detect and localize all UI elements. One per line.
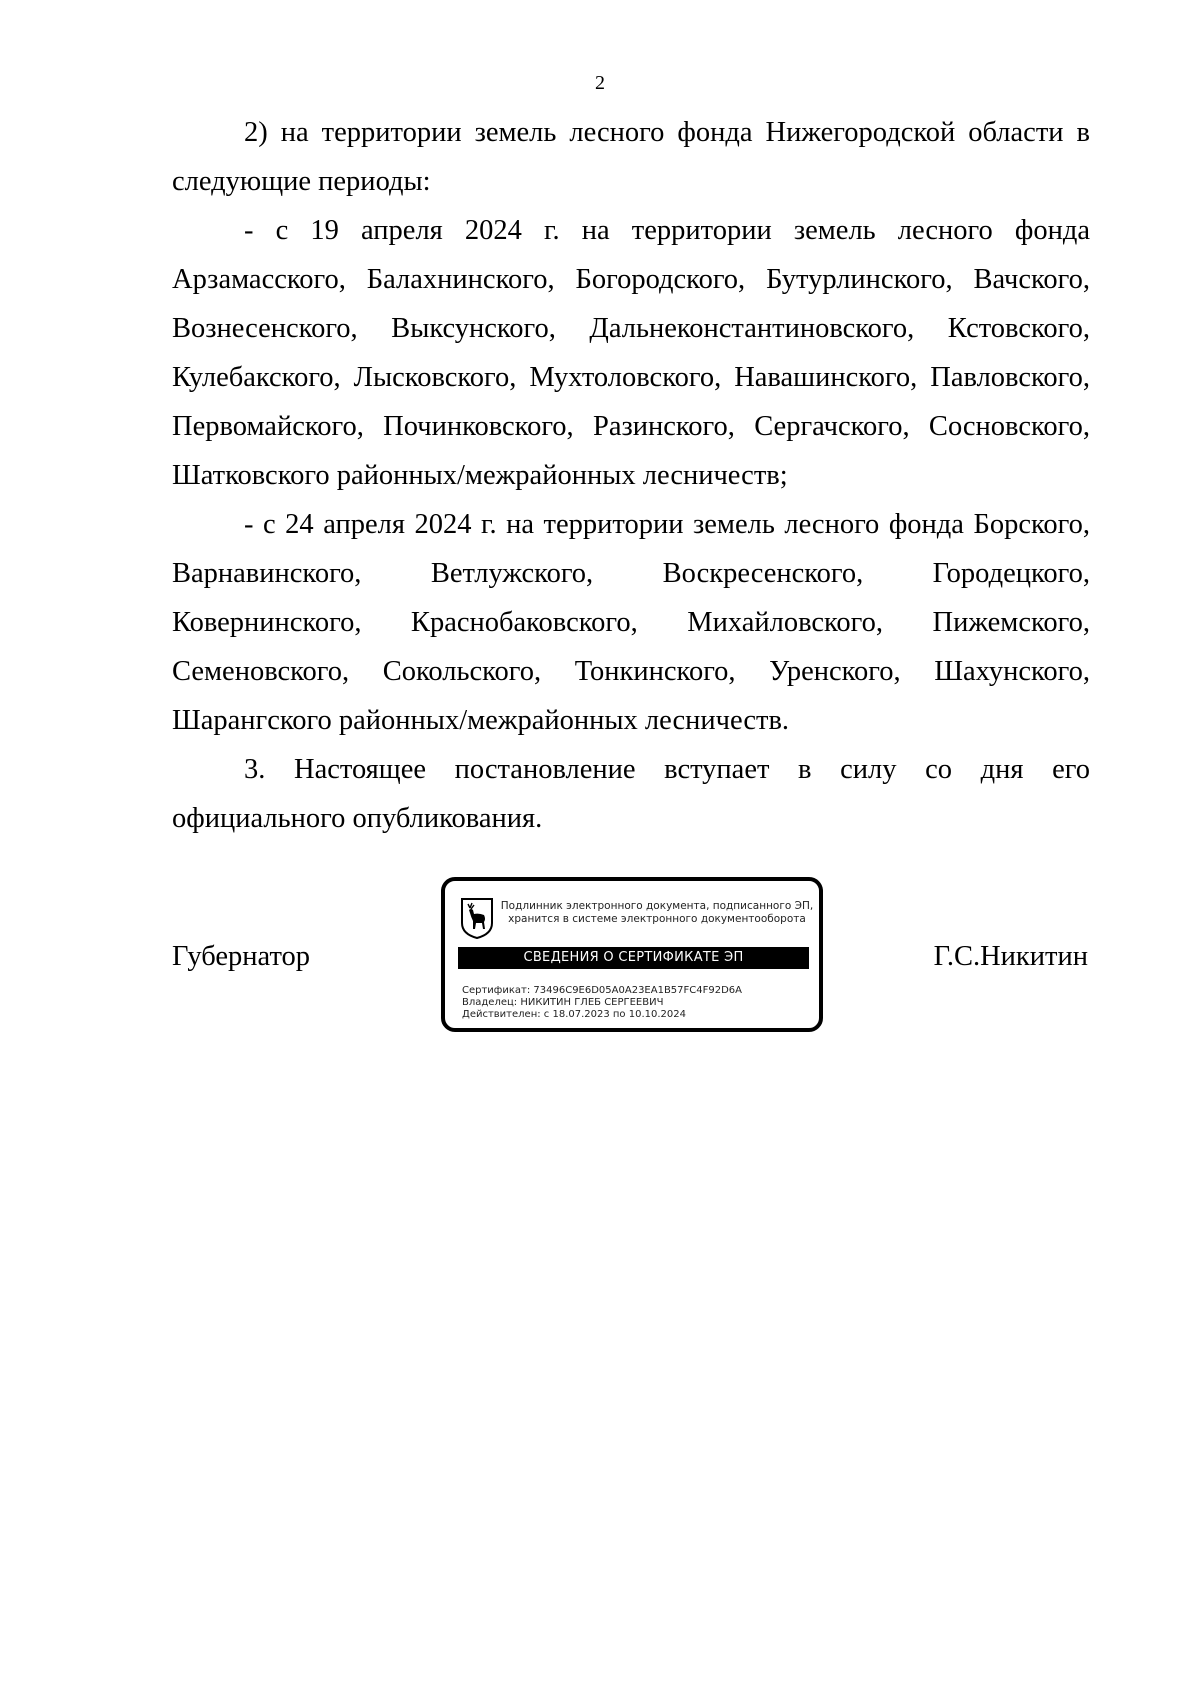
certificate-owner: Владелец: НИКИТИН ГЛЕБ СЕРГЕЕВИЧ bbox=[462, 997, 664, 1008]
signatory-position: Губернатор bbox=[172, 941, 311, 972]
page-number: 2 bbox=[595, 72, 605, 94]
paragraph-effective-date: 3. Настоящее постановление вступает в силу со дня его официального опубликования. bbox=[172, 754, 1090, 834]
signatory-name: Г.С.Никитин bbox=[933, 941, 1088, 972]
certificate-validity: Действителен: с 18.07.2023 по 10.10.2024 bbox=[462, 1009, 686, 1020]
paragraph-forest-fund-periods: 2) на территории земель лесного фонда Нижегородской области в следующие периоды: bbox=[172, 117, 1090, 197]
coat-of-arms-deer-icon bbox=[460, 897, 494, 939]
certificate-number: Сертификат: 73496C9E6D05A0A23EA1B57FC4F92D6A bbox=[462, 985, 743, 996]
stamp-header-line: Подлинник электронного документа, подписанного ЭП, bbox=[500, 900, 814, 912]
certificate-details bbox=[462, 985, 742, 1021]
stamp-title-bar: СВЕДЕНИЯ О СЕРТИФИКАТЕ ЭП bbox=[458, 947, 809, 969]
document-body bbox=[172, 108, 1090, 843]
stamp-header-line: хранится в системе электронного документооборота bbox=[508, 913, 806, 925]
paragraph-april-19: - с 19 апреля 2024 г. на территории земель лесного фонда Арзамасского, Балахнинского, Богородского, Бутурлинского, Вачского, Вознесенского, Выксунского, Дальнеконстантиновского, Кстовского, Кулебакского, Лысковского, Мухтоловского, Навашинского, Павловского, Первомайского, Починковского, Разинского, Сергачского, Сосновского, Шатковского районных/межрайонных лесничеств; bbox=[172, 215, 1090, 491]
paragraph-april-24: - с 24 апреля 2024 г. на территории земель лесного фонда Борского, Варнавинского, Ветлужского, Воскресенского, Городецкого, Ковернинского, Краснобаковского, Михайловского, Пижемского, Семеновского, Сокольского, Тонкинского, Уренского, Шахунского, Шарангского районных/межрайонных лесничеств. bbox=[172, 509, 1090, 736]
electronic-signature-stamp bbox=[441, 877, 823, 1032]
stamp-header bbox=[497, 900, 817, 926]
